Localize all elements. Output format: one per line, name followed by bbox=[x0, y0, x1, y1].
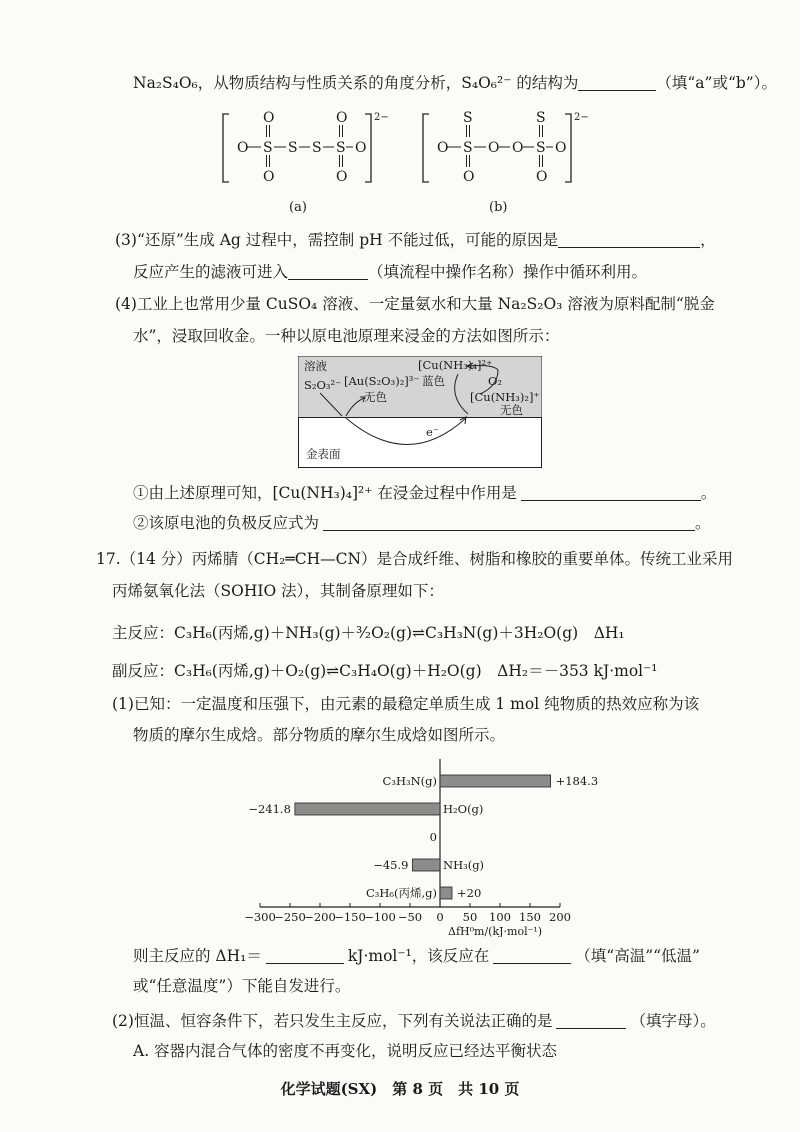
q17-part1-line2: 物质的摩尔生成焓。部分物质的摩尔生成焓如图所示。 bbox=[133, 726, 506, 744]
atom-o: O bbox=[336, 169, 348, 185]
q17-part1-answer-line2: 或“任意温度”）下能自发进行。 bbox=[133, 977, 351, 995]
x-tick-label: 50 bbox=[462, 910, 478, 924]
label-colorless-2: 无色 bbox=[500, 403, 523, 417]
atom-s: S bbox=[463, 140, 473, 156]
label-cu-nh3-2: [Cu(NH₃)₂]⁺ bbox=[470, 390, 540, 404]
atom-s: S bbox=[336, 140, 346, 156]
struct-a-charge: 2− bbox=[374, 112, 389, 123]
q17-part2-line: (2)恒温、恒容条件下，若只发生主反应，下列有关说法正确的是 （填字母）。 bbox=[112, 1012, 716, 1030]
bar bbox=[412, 859, 440, 871]
struct-a-caption: (a) bbox=[289, 200, 307, 215]
value-label: +184.3 bbox=[555, 774, 599, 788]
x-tick-label: 150 bbox=[519, 910, 541, 924]
q16-part3-line2: 反应产生的滤液可进入 （填流程中操作名称）操作中循环利用。 bbox=[133, 263, 648, 281]
atom-s: S bbox=[463, 110, 473, 126]
gold-leaching-diagram bbox=[298, 356, 542, 468]
category-label: C₃H₆(丙烯,g) bbox=[365, 886, 437, 900]
enthalpy-bar-chart bbox=[230, 755, 620, 937]
atom-o: O bbox=[263, 169, 275, 185]
x-tick-label: −300 bbox=[244, 910, 276, 924]
atom-s: S bbox=[288, 140, 298, 156]
page-footer: 化学试题(SX) 第 8 页 共 10 页 bbox=[280, 1080, 520, 1098]
category-label: NH₃(g) bbox=[443, 858, 485, 872]
label-colorless-1: 无色 bbox=[364, 390, 387, 404]
struct-b-caption: (b) bbox=[489, 200, 508, 215]
q16-part4-line2: 水”，浸取回收金。一种以原电池原理来浸金的方法如图所示： bbox=[133, 327, 560, 345]
q17-part1-line1: (1)已知：一定温度和压强下，由元素的最稳定单质生成 1 mol 纯物质的热效应称为该 bbox=[112, 695, 700, 713]
atom-s: S bbox=[536, 110, 546, 126]
value-label: −45.9 bbox=[373, 858, 409, 872]
atom-o: O bbox=[536, 169, 548, 185]
atom-o: O bbox=[463, 169, 475, 185]
x-tick-label: 0 bbox=[436, 910, 444, 924]
structure-a bbox=[223, 110, 389, 215]
atom-o: O bbox=[512, 140, 524, 156]
answer-blank-delta-h1[interactable] bbox=[266, 947, 344, 964]
answer-blank-correct-option[interactable] bbox=[556, 1012, 626, 1029]
structure-diagrams bbox=[215, 108, 595, 218]
category-label: H₂O(g) bbox=[443, 802, 484, 816]
q16-part3-line1: (3)“还原”生成 Ag 过程中，需控制 pH 不能过低，可能的原因是 ， bbox=[115, 231, 716, 249]
structure-b bbox=[423, 110, 589, 215]
bar bbox=[440, 887, 452, 899]
q17-side-reaction: 副反应：C₃H₆(丙烯,g)＋O₂(g)⇌C₃H₄O(g)＋H₂O(g) ΔH₂＝－353 kJ·mol⁻¹ bbox=[112, 662, 658, 680]
x-tick-label: 200 bbox=[549, 910, 571, 924]
bar bbox=[440, 775, 551, 787]
answer-blank-ph-reason[interactable] bbox=[558, 231, 700, 248]
q16-part4-line1: (4)工业上也常用少量 CuSO₄ 溶液、一定量氨水和大量 Na₂S₂O₃ 溶液为原料配制“脱金 bbox=[115, 295, 715, 313]
atom-o: O bbox=[355, 140, 367, 156]
q17-part1-answer-line1: 则主反应的 ΔH₁＝ kJ·mol⁻¹，该反应在 （填“高温”“低温” bbox=[133, 947, 700, 965]
label-o2: O₂ bbox=[488, 374, 503, 388]
value-label: −241.8 bbox=[248, 802, 291, 816]
atom-o: O bbox=[488, 140, 500, 156]
label-gold-surface: 金表面 bbox=[306, 447, 341, 461]
q17-intro-line2: 丙烯氨氧化法（SOHIO 法），其制备原理如下： bbox=[112, 582, 444, 600]
answer-blank-structure[interactable] bbox=[578, 74, 656, 91]
answer-blank-negative-electrode[interactable] bbox=[323, 514, 695, 531]
x-tick-label: −100 bbox=[364, 910, 396, 924]
label-electron: e⁻ bbox=[426, 425, 439, 439]
label-solution: 溶液 bbox=[304, 359, 327, 373]
x-tick-label: 100 bbox=[489, 910, 511, 924]
atom-s: S bbox=[536, 140, 546, 156]
x-tick-label: −150 bbox=[334, 910, 366, 924]
label-au-complex: [Au(S₂O₃)₂]³⁻ bbox=[344, 374, 420, 388]
struct-b-charge: 2− bbox=[574, 112, 589, 123]
x-tick-label: −250 bbox=[274, 910, 306, 924]
q17-intro-line1: 17.（14 分）丙烯腈（CH₂═CH—CN）是合成纤维、树脂和橡胶的重要单体。传统工业采用 bbox=[96, 550, 734, 568]
value-label: +20 bbox=[457, 886, 482, 900]
value-label: 0 bbox=[429, 830, 437, 844]
q17-main-reaction: 主反应：C₃H₆(丙烯,g)＋NH₃(g)＋³⁄₂O₂(g)⇌C₃H₃N(g)＋3H₂O(g) ΔH₁ bbox=[112, 624, 625, 642]
atom-o: O bbox=[437, 140, 449, 156]
label-blue: 蓝色 bbox=[422, 374, 445, 388]
atom-o: O bbox=[555, 140, 567, 156]
atom-s: S bbox=[312, 140, 322, 156]
x-tick-label: −200 bbox=[304, 910, 336, 924]
category-label: C₃H₃N(g) bbox=[382, 774, 437, 788]
q16-part4-q1: ①由上述原理可知，[Cu(NH₃)₄]²⁺ 在浸金过程中作用是 。 bbox=[133, 484, 717, 502]
answer-blank-temperature[interactable] bbox=[493, 947, 571, 964]
q16-part4-q2: ②该原电池的负极反应式为 。 bbox=[133, 514, 711, 532]
bar bbox=[295, 803, 440, 815]
q17-option-a: A. 容器内混合气体的密度不再变化，说明反应已经达平衡状态 bbox=[133, 1042, 558, 1060]
x-axis-label: ΔfH⁰m/(kJ·mol⁻¹) bbox=[448, 925, 543, 937]
answer-blank-operation[interactable] bbox=[288, 263, 368, 280]
atom-o: O bbox=[237, 140, 249, 156]
label-cu-nh3-4: [Cu(NH₃)₄]²⁺ bbox=[418, 358, 493, 372]
atom-o: O bbox=[336, 110, 348, 126]
label-s2o3: S₂O₃²⁻ bbox=[304, 378, 342, 392]
atom-o: O bbox=[263, 110, 275, 126]
atom-s: S bbox=[263, 140, 273, 156]
x-tick-label: −50 bbox=[397, 910, 423, 924]
answer-blank-role[interactable] bbox=[521, 484, 701, 501]
q16-line1: Na₂S₄O₆，从物质结构与性质关系的角度分析，S₄O₆²⁻ 的结构为 （填“a”或“b”）。 bbox=[133, 74, 777, 92]
